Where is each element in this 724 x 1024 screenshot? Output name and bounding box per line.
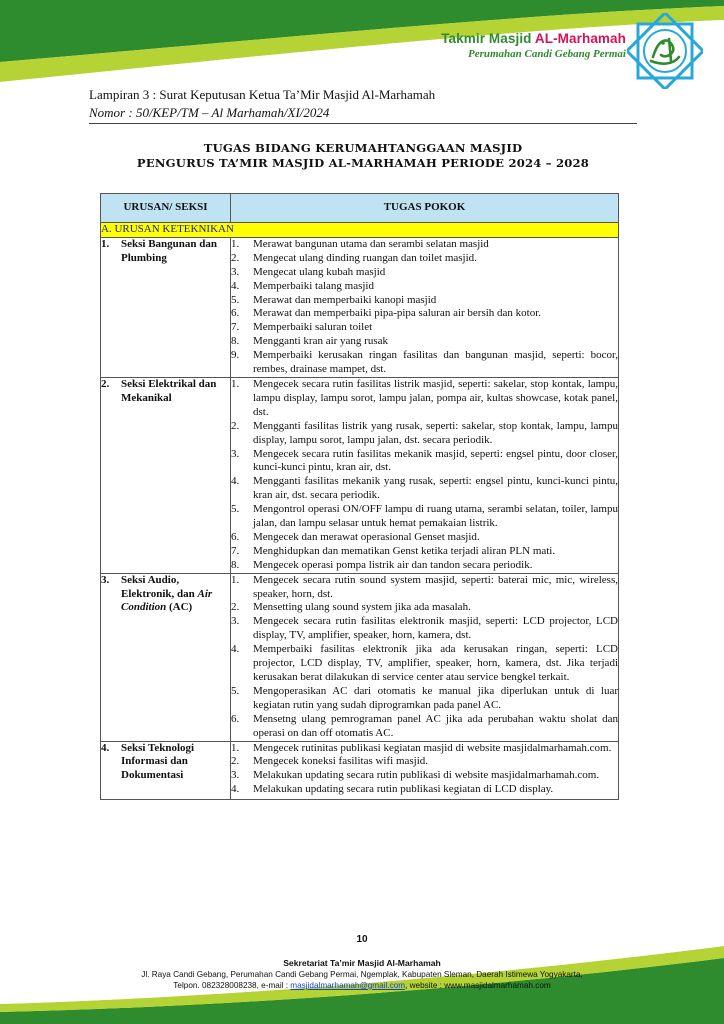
task-list-cell — [231, 377, 619, 573]
attachment-reference — [89, 86, 435, 122]
section-name-cell: 3. Seksi Audio, Elektronik, dan Air Condition (AC) — [101, 573, 231, 741]
footer-street: Jl. Raya Candi Gebang, Perumahan Candi Gebang Permai, Ngemplak, Kabupaten Sleman, Daerah Istimewa Yogyakarta, — [141, 970, 583, 979]
table-row — [101, 573, 619, 741]
table-row — [101, 377, 619, 573]
title-line-2: PENGURUS TA’MIR MASJID AL-MARHAMAH PERIODE 2024 – 2028 — [136, 156, 590, 170]
section-name-cell: 4. Seksi Teknologi Informasi dan Dokumentasi — [101, 741, 231, 800]
list-item: 1. Mengecek secara rutin sound system masjid, seperti: baterai mic, mic, wireless, speaker, horn, dst. — [231, 573, 618, 600]
section-heading: A. URUSAN KETEKNIKAN — [101, 223, 619, 238]
footer-contact: Telpon. 082328008238, e-mail : masjidalmarhamah@gmail.com, website : www.masjidalmarhamah.com — [173, 981, 551, 990]
column-header-section: URUSAN/ SEKSI — [101, 194, 231, 223]
email-link[interactable]: masjidalmarhamah@gmail.com — [290, 981, 406, 990]
title-line-1: TUGAS BIDANG KERUMAHTANGGAAN MASJID — [203, 141, 523, 155]
list-item: 3. Mengecat ulang kubah masjid — [231, 265, 386, 278]
page-number: 10 — [356, 934, 368, 945]
list-item: 4. Mengganti fasilitas mekanik yang rusak, seperti: engsel pintu, kunci-kunci pintu, kran air, dst. secara periodik. — [231, 475, 618, 502]
list-item: 7. Memperbaiki saluran toilet — [231, 321, 373, 334]
list-item: 9. Memperbaiki kerusakan ringan fasilitas dan bangunan masjid, seperti: bocor, rembes, drainase mampet, dst. — [231, 349, 618, 376]
task-list-cell — [231, 741, 619, 800]
list-item: 1. Mengecek rutinitas publikasi kegiatan masjid di website masjidalmarhamah.com. — [231, 741, 612, 754]
list-item: 6. Merawat dan memperbaiki pipa-pipa saluran air bersih dan kotor. — [231, 307, 542, 320]
org-name: Takmir Masjid AL-Marhamah — [441, 31, 626, 46]
list-item: 5. Merawat dan memperbaiki kanopi masjid — [231, 293, 437, 306]
footer-address — [0, 958, 724, 991]
section-name: Seksi Bangunan dan Plumbing — [121, 237, 217, 264]
list-item: 2. Mengganti fasilitas listrik yang rusak, seperti: sakelar, stop kontak, lampu, lampu display, lampu sorot, lampu jalan, dst. secara periodik. — [231, 419, 618, 446]
task-list-cell — [231, 237, 619, 377]
list-item: 3. Melakukan updating secara rutin publikasi di website masjidalmarhamah.com. — [231, 769, 600, 782]
list-item: 8. Mengganti kran air yang rusak — [231, 335, 389, 348]
list-item: 1. Mengecek secara rutin fasilitas listrik masjid, seperti: sakelar, stop kontak, lampu, lampu display, lampu sorot, lampu jalan, pompa air, kultas showcase, kotak panel, dst. — [231, 377, 618, 418]
list-item: 1. Merawat bangunan utama dan serambi selatan masjid — [231, 237, 489, 250]
list-item: 3. Mengecek secara rutin fasilitas elektronik masjid, seperti: LCD projector, LCD display, TV, amplifier, speaker, horn, kamera, dst. — [231, 615, 618, 642]
list-item: 4. Memperbaiki talang masjid — [231, 279, 374, 292]
section-name: Seksi Audio, Elektronik, dan Air Condition (AC) — [121, 573, 213, 614]
duties-table — [100, 193, 619, 800]
list-item: 4. Melakukan updating secara rutin publikasi kegiatan di LCD display. — [231, 783, 554, 796]
list-item: 2. Mensetting ulang sound system jika ada masalah. — [231, 601, 471, 614]
column-header-tasks: TUGAS POKOK — [231, 194, 619, 223]
list-item: 5. Mengontrol operasi ON/OFF lampu di ruang utama, serambi selatan, toiler, lampu jalan, dan lampu selasar untuk hemat pemakaian listrik. — [231, 503, 618, 530]
list-item: 8. Mengecek operasi pompa listrik air dan tandon secara periodik. — [231, 558, 533, 571]
list-item: 7. Menghidupkan dan mematikan Genst ketika terjadi aliran PLN mati. — [231, 544, 556, 557]
section-name-cell: 2. Seksi Elektrikal dan Mekanikal — [101, 377, 231, 573]
section-name-cell: 1. Seksi Bangunan dan Plumbing — [101, 237, 231, 377]
list-item: 6. Mengecek dan merawat operasional Genset masjid. — [231, 530, 480, 543]
list-item: 3. Mengecek secara rutin fasilitas mekanik masjid, seperti: engsel pintu, door closer, kunci-kunci pintu, kran air, dst. — [231, 447, 618, 474]
list-item: 6. Mensetng ulang pemrograman panel AC jika ada perubahan waktu sholat dan operasi on dan off otomatis AC. — [231, 712, 618, 739]
list-item: 4. Memperbaiki fasilitas elektronik jika ada kerusakan ringan, seperti: LCD projector, LCD display, TV, amplifier, speaker, horn, kamera, dst. Jika terjadi kerusakan berat dilakukan di service center atau service bengkel terkait. — [231, 643, 618, 683]
task-list-cell — [231, 573, 619, 741]
attachment-line: Lampiran 3 : Surat Keputusan Ketua Ta’Mir Masjid Al-Marhamah — [89, 87, 436, 102]
mosque-calligraphy-logo-icon — [627, 13, 703, 89]
decree-number: Nomor : 50/KEP/TM – Al Marhamah/XI/2024 — [89, 105, 330, 120]
section-name: Seksi Teknologi Informasi dan Dokumentasi — [121, 741, 195, 782]
section-name: Seksi Elektrikal dan Mekanikal — [121, 377, 217, 404]
footer-org-name: Sekretariat Ta’mir Masjid Al-Marhamah — [283, 958, 441, 968]
org-subtitle: Perumahan Candi Gebang Permai — [468, 48, 626, 60]
list-item: 2. Mengecat ulang dinding ruangan dan toilet masjid. — [231, 251, 477, 264]
table-row — [101, 741, 619, 800]
website-link[interactable]: www.masjidalmarhamah.com — [444, 981, 551, 990]
list-item: 5. Mengoperasikan AC dari otomatis ke manual jika diperlukan untuk di luar kegiatan rutin yang sudah diprogramkan pada panel AC. — [231, 684, 618, 711]
list-item: 2. Mengecek koneksi fasilitas wifi masjid. — [231, 755, 429, 768]
table-row — [101, 237, 619, 377]
header-divider — [89, 123, 637, 124]
org-brand — [441, 31, 626, 60]
document-title — [89, 141, 637, 171]
